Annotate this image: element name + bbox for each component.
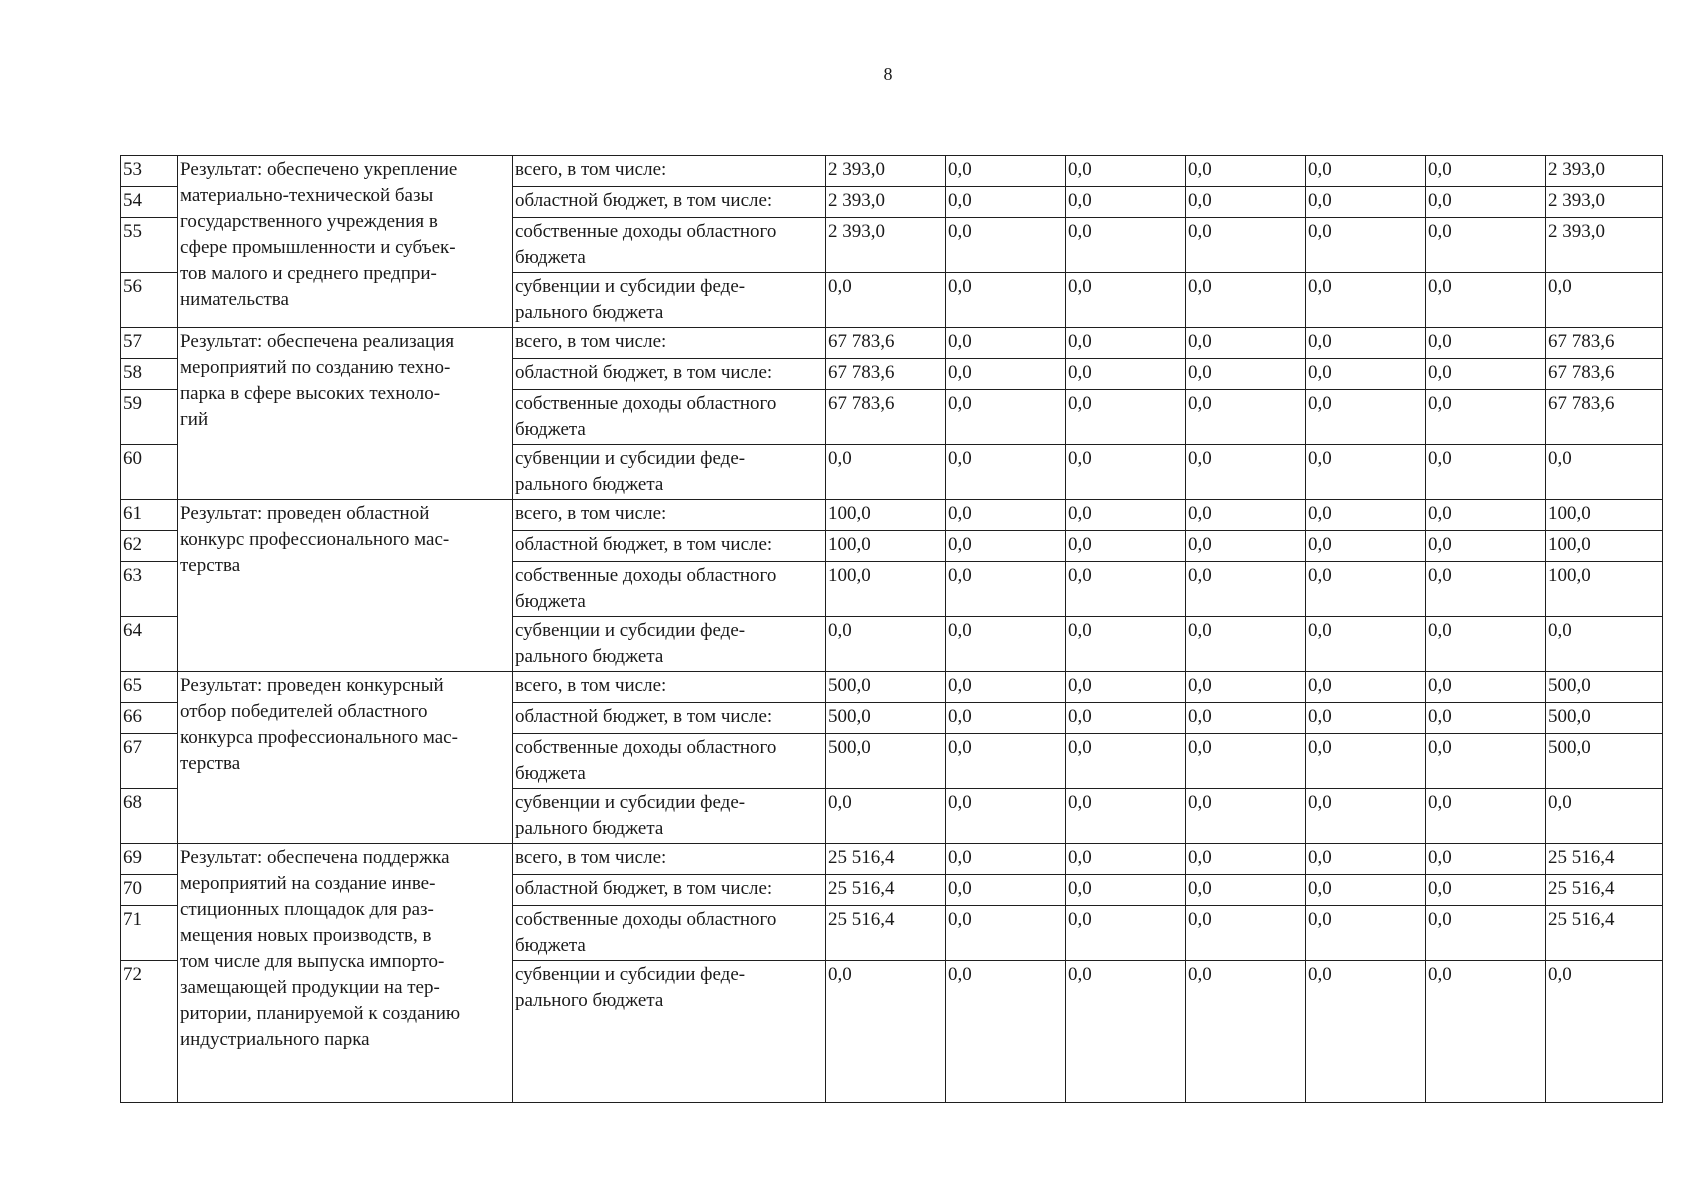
result-description-cell: Результат: обеспечена реализация мероприятий по созданию техно- парка в сфере высоких техноло- гий bbox=[178, 328, 513, 500]
row-number-cell: 62 bbox=[121, 531, 178, 562]
total-value-cell: 0,0 bbox=[1546, 617, 1663, 672]
amount-cell: 0,0 bbox=[946, 187, 1066, 218]
row-number-cell: 59 bbox=[121, 390, 178, 445]
amount-cell: 0,0 bbox=[946, 273, 1066, 328]
result-description-cell: Результат: проведен областной конкурс профессионального мас- терства bbox=[178, 500, 513, 672]
amount-cell: 0,0 bbox=[1426, 359, 1546, 390]
total-value-cell: 0,0 bbox=[1546, 273, 1663, 328]
row-number-cell: 70 bbox=[121, 875, 178, 906]
funding-source-cell: субвенции и субсидии феде- рального бюджета bbox=[513, 617, 826, 672]
amount-cell: 0,0 bbox=[1426, 187, 1546, 218]
amount-cell: 0,0 bbox=[1306, 445, 1426, 500]
amount-cell: 0,0 bbox=[1066, 218, 1186, 273]
funding-source-cell: субвенции и субсидии феде- рального бюджета bbox=[513, 789, 826, 844]
amount-cell: 500,0 bbox=[826, 672, 946, 703]
row-number-cell: 57 bbox=[121, 328, 178, 359]
total-value-cell: 0,0 bbox=[1546, 445, 1663, 500]
funding-source-cell: собственные доходы областного бюджета bbox=[513, 906, 826, 961]
amount-cell: 0,0 bbox=[1066, 500, 1186, 531]
result-description-cell: Результат: проведен конкурсный отбор победителей областного конкурса профессионального мас- терства bbox=[178, 672, 513, 844]
amount-cell: 0,0 bbox=[1066, 875, 1186, 906]
amount-cell: 0,0 bbox=[1186, 218, 1306, 273]
table-body bbox=[121, 156, 1663, 1103]
row-number-cell: 69 bbox=[121, 844, 178, 875]
amount-cell: 0,0 bbox=[1066, 617, 1186, 672]
amount-cell: 0,0 bbox=[946, 906, 1066, 961]
amount-cell: 25 516,4 bbox=[826, 906, 946, 961]
amount-cell: 0,0 bbox=[1306, 531, 1426, 562]
amount-cell: 0,0 bbox=[946, 359, 1066, 390]
amount-cell: 0,0 bbox=[826, 789, 946, 844]
amount-cell: 0,0 bbox=[1066, 844, 1186, 875]
amount-cell: 0,0 bbox=[1066, 906, 1186, 961]
row-number-cell: 56 bbox=[121, 273, 178, 328]
total-value-cell: 500,0 bbox=[1546, 672, 1663, 703]
amount-cell: 0,0 bbox=[1426, 328, 1546, 359]
total-value-cell: 500,0 bbox=[1546, 734, 1663, 789]
funding-source-cell: всего, в том числе: bbox=[513, 672, 826, 703]
amount-cell: 25 516,4 bbox=[826, 875, 946, 906]
amount-cell: 0,0 bbox=[1426, 875, 1546, 906]
total-value-cell: 0,0 bbox=[1546, 789, 1663, 844]
amount-cell: 0,0 bbox=[1306, 500, 1426, 531]
amount-cell: 0,0 bbox=[946, 156, 1066, 187]
amount-cell: 0,0 bbox=[1306, 273, 1426, 328]
amount-cell: 0,0 bbox=[1066, 961, 1186, 1103]
row-number-cell: 67 bbox=[121, 734, 178, 789]
row-number-cell: 66 bbox=[121, 703, 178, 734]
amount-cell: 0,0 bbox=[1186, 734, 1306, 789]
funding-source-cell: всего, в том числе: bbox=[513, 844, 826, 875]
amount-cell: 0,0 bbox=[1066, 187, 1186, 218]
funding-source-cell: собственные доходы областного бюджета bbox=[513, 734, 826, 789]
amount-cell: 0,0 bbox=[1426, 844, 1546, 875]
amount-cell: 100,0 bbox=[826, 531, 946, 562]
amount-cell: 0,0 bbox=[1186, 789, 1306, 844]
funding-source-cell: областной бюджет, в том числе: bbox=[513, 875, 826, 906]
funding-source-cell: областной бюджет, в том числе: bbox=[513, 531, 826, 562]
table-row bbox=[121, 844, 1663, 875]
amount-cell: 500,0 bbox=[826, 703, 946, 734]
amount-cell: 0,0 bbox=[946, 390, 1066, 445]
funding-source-cell: собственные доходы областного бюджета bbox=[513, 562, 826, 617]
amount-cell: 0,0 bbox=[946, 562, 1066, 617]
amount-cell: 0,0 bbox=[946, 734, 1066, 789]
amount-cell: 0,0 bbox=[1306, 617, 1426, 672]
amount-cell: 0,0 bbox=[826, 445, 946, 500]
amount-cell: 0,0 bbox=[1426, 672, 1546, 703]
funding-source-cell: областной бюджет, в том числе: bbox=[513, 703, 826, 734]
total-value-cell: 25 516,4 bbox=[1546, 906, 1663, 961]
table-row bbox=[121, 156, 1663, 187]
amount-cell: 0,0 bbox=[1426, 531, 1546, 562]
amount-cell: 0,0 bbox=[946, 875, 1066, 906]
amount-cell: 500,0 bbox=[826, 734, 946, 789]
amount-cell: 0,0 bbox=[1306, 703, 1426, 734]
row-number-cell: 68 bbox=[121, 789, 178, 844]
funding-source-cell: областной бюджет, в том числе: bbox=[513, 187, 826, 218]
total-value-cell: 67 783,6 bbox=[1546, 390, 1663, 445]
row-number-cell: 71 bbox=[121, 906, 178, 961]
amount-cell: 100,0 bbox=[826, 562, 946, 617]
funding-source-cell: всего, в том числе: bbox=[513, 156, 826, 187]
funding-source-cell: субвенции и субсидии феде- рального бюджета bbox=[513, 961, 826, 1103]
amount-cell: 0,0 bbox=[1066, 445, 1186, 500]
amount-cell: 0,0 bbox=[1426, 734, 1546, 789]
table-row bbox=[121, 672, 1663, 703]
amount-cell: 2 393,0 bbox=[826, 218, 946, 273]
amount-cell: 67 783,6 bbox=[826, 328, 946, 359]
row-number-cell: 72 bbox=[121, 961, 178, 1103]
amount-cell: 0,0 bbox=[1306, 875, 1426, 906]
total-value-cell: 67 783,6 bbox=[1546, 328, 1663, 359]
total-value-cell: 25 516,4 bbox=[1546, 875, 1663, 906]
amount-cell: 2 393,0 bbox=[826, 187, 946, 218]
amount-cell: 0,0 bbox=[1186, 531, 1306, 562]
total-value-cell: 2 393,0 bbox=[1546, 156, 1663, 187]
amount-cell: 0,0 bbox=[1186, 906, 1306, 961]
amount-cell: 0,0 bbox=[1186, 617, 1306, 672]
result-description-cell: Результат: обеспечено укрепление материально-технической базы государственного учреждения в сфере промышленности и субъек- тов малого и среднего предпри- нимательства bbox=[178, 156, 513, 328]
amount-cell: 0,0 bbox=[1306, 961, 1426, 1103]
total-value-cell: 100,0 bbox=[1546, 531, 1663, 562]
amount-cell: 0,0 bbox=[1186, 359, 1306, 390]
total-value-cell: 0,0 bbox=[1546, 961, 1663, 1103]
amount-cell: 0,0 bbox=[1426, 617, 1546, 672]
row-number-cell: 53 bbox=[121, 156, 178, 187]
amount-cell: 0,0 bbox=[946, 445, 1066, 500]
amount-cell: 0,0 bbox=[1066, 156, 1186, 187]
result-description-cell: Результат: обеспечена поддержка мероприятий на создание инве- стиционных площадок для раз- мещения новых производств, в том числе для выпуска импорто- замещающей продукции на тер- ритории, планируемой к созданию индустриального парка bbox=[178, 844, 513, 1103]
row-number-cell: 65 bbox=[121, 672, 178, 703]
amount-cell: 0,0 bbox=[946, 218, 1066, 273]
funding-source-cell: всего, в том числе: bbox=[513, 500, 826, 531]
table-row bbox=[121, 328, 1663, 359]
amount-cell: 0,0 bbox=[1066, 703, 1186, 734]
amount-cell: 0,0 bbox=[1306, 359, 1426, 390]
amount-cell: 0,0 bbox=[946, 328, 1066, 359]
amount-cell: 0,0 bbox=[826, 273, 946, 328]
row-number-cell: 55 bbox=[121, 218, 178, 273]
amount-cell: 0,0 bbox=[1426, 789, 1546, 844]
total-value-cell: 25 516,4 bbox=[1546, 844, 1663, 875]
total-value-cell: 2 393,0 bbox=[1546, 187, 1663, 218]
amount-cell: 0,0 bbox=[1426, 218, 1546, 273]
total-value-cell: 100,0 bbox=[1546, 562, 1663, 617]
amount-cell: 0,0 bbox=[1306, 328, 1426, 359]
amount-cell: 0,0 bbox=[1066, 672, 1186, 703]
amount-cell: 0,0 bbox=[1306, 906, 1426, 961]
funding-source-cell: собственные доходы областного бюджета bbox=[513, 390, 826, 445]
funding-source-cell: всего, в том числе: bbox=[513, 328, 826, 359]
total-value-cell: 100,0 bbox=[1546, 500, 1663, 531]
row-number-cell: 60 bbox=[121, 445, 178, 500]
amount-cell: 0,0 bbox=[1066, 328, 1186, 359]
amount-cell: 0,0 bbox=[946, 672, 1066, 703]
amount-cell: 0,0 bbox=[1306, 844, 1426, 875]
row-number-cell: 58 bbox=[121, 359, 178, 390]
amount-cell: 0,0 bbox=[1426, 703, 1546, 734]
amount-cell: 0,0 bbox=[1306, 187, 1426, 218]
amount-cell: 0,0 bbox=[1426, 562, 1546, 617]
amount-cell: 0,0 bbox=[1186, 156, 1306, 187]
amount-cell: 0,0 bbox=[1066, 789, 1186, 844]
amount-cell: 100,0 bbox=[826, 500, 946, 531]
amount-cell: 0,0 bbox=[1186, 562, 1306, 617]
amount-cell: 0,0 bbox=[826, 617, 946, 672]
page-number: 8 bbox=[883, 64, 893, 84]
amount-cell: 25 516,4 bbox=[826, 844, 946, 875]
amount-cell: 0,0 bbox=[946, 844, 1066, 875]
funding-source-cell: субвенции и субсидии феде- рального бюджета bbox=[513, 273, 826, 328]
amount-cell: 0,0 bbox=[1426, 500, 1546, 531]
row-number-cell: 64 bbox=[121, 617, 178, 672]
amount-cell: 0,0 bbox=[946, 789, 1066, 844]
amount-cell: 0,0 bbox=[1186, 445, 1306, 500]
amount-cell: 0,0 bbox=[1426, 961, 1546, 1103]
funding-source-cell: субвенции и субсидии феде- рального бюджета bbox=[513, 445, 826, 500]
total-value-cell: 67 783,6 bbox=[1546, 359, 1663, 390]
amount-cell: 0,0 bbox=[1306, 734, 1426, 789]
amount-cell: 0,0 bbox=[946, 703, 1066, 734]
row-number-cell: 63 bbox=[121, 562, 178, 617]
amount-cell: 0,0 bbox=[1186, 390, 1306, 445]
amount-cell: 0,0 bbox=[1306, 672, 1426, 703]
total-value-cell: 500,0 bbox=[1546, 703, 1663, 734]
row-number-cell: 61 bbox=[121, 500, 178, 531]
table-row bbox=[121, 500, 1663, 531]
amount-cell: 0,0 bbox=[1186, 875, 1306, 906]
amount-cell: 0,0 bbox=[1426, 906, 1546, 961]
amount-cell: 0,0 bbox=[826, 961, 946, 1103]
amount-cell: 0,0 bbox=[946, 500, 1066, 531]
row-number-cell: 54 bbox=[121, 187, 178, 218]
amount-cell: 0,0 bbox=[1426, 273, 1546, 328]
funding-source-cell: областной бюджет, в том числе: bbox=[513, 359, 826, 390]
amount-cell: 0,0 bbox=[946, 531, 1066, 562]
amount-cell: 0,0 bbox=[1186, 844, 1306, 875]
amount-cell: 0,0 bbox=[1186, 703, 1306, 734]
amount-cell: 0,0 bbox=[1306, 218, 1426, 273]
amount-cell: 0,0 bbox=[1186, 672, 1306, 703]
amount-cell: 0,0 bbox=[1186, 961, 1306, 1103]
amount-cell: 0,0 bbox=[946, 961, 1066, 1103]
amount-cell: 0,0 bbox=[1066, 562, 1186, 617]
amount-cell: 0,0 bbox=[1306, 156, 1426, 187]
amount-cell: 67 783,6 bbox=[826, 390, 946, 445]
amount-cell: 0,0 bbox=[1186, 187, 1306, 218]
amount-cell: 0,0 bbox=[1186, 273, 1306, 328]
amount-cell: 0,0 bbox=[1426, 445, 1546, 500]
amount-cell: 0,0 bbox=[1066, 390, 1186, 445]
budget-table bbox=[120, 155, 1663, 1103]
amount-cell: 0,0 bbox=[1066, 531, 1186, 562]
amount-cell: 0,0 bbox=[1066, 734, 1186, 789]
amount-cell: 0,0 bbox=[1306, 390, 1426, 445]
funding-source-cell: собственные доходы областного бюджета bbox=[513, 218, 826, 273]
amount-cell: 0,0 bbox=[1426, 390, 1546, 445]
amount-cell: 67 783,6 bbox=[826, 359, 946, 390]
amount-cell: 0,0 bbox=[1186, 328, 1306, 359]
amount-cell: 0,0 bbox=[1306, 789, 1426, 844]
amount-cell: 0,0 bbox=[946, 617, 1066, 672]
amount-cell: 0,0 bbox=[1066, 359, 1186, 390]
total-value-cell: 2 393,0 bbox=[1546, 218, 1663, 273]
amount-cell: 2 393,0 bbox=[826, 156, 946, 187]
amount-cell: 0,0 bbox=[1186, 500, 1306, 531]
amount-cell: 0,0 bbox=[1066, 273, 1186, 328]
amount-cell: 0,0 bbox=[1306, 562, 1426, 617]
amount-cell: 0,0 bbox=[1426, 156, 1546, 187]
